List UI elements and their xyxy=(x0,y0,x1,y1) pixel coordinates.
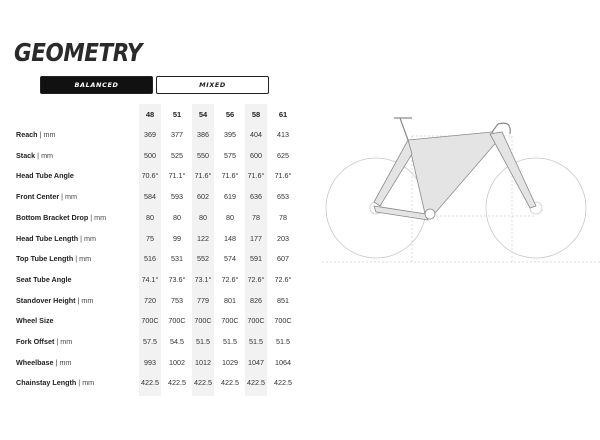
table-cell: 177 xyxy=(250,233,262,243)
table-cell: 73.6° xyxy=(168,274,186,284)
table-cell: 422.5 xyxy=(194,378,212,388)
table-cell: 591 xyxy=(250,254,262,264)
unit-separator: | xyxy=(76,378,83,388)
table-cell: 653 xyxy=(277,192,289,202)
table-cell: 700C xyxy=(194,316,212,326)
row-unit: mm xyxy=(94,212,107,222)
table-cell: 602 xyxy=(197,192,209,202)
unit-separator: | xyxy=(88,212,95,222)
tab-balanced[interactable]: BALANCED xyxy=(40,76,153,94)
table-cell: 531 xyxy=(171,254,183,264)
table-cell: 851 xyxy=(277,295,289,305)
unit-separator: | xyxy=(54,337,61,346)
table-cell: 600 xyxy=(250,150,262,160)
table-cell: 1012 xyxy=(195,357,211,367)
seatpost xyxy=(400,118,408,140)
row-label xyxy=(16,130,55,139)
table-cell: 700C xyxy=(221,316,239,326)
table-cell: 71.6° xyxy=(194,171,212,181)
row-label-text: Chainstay Length xyxy=(16,378,77,388)
table-cell: 593 xyxy=(171,192,183,202)
table-cell: 78 xyxy=(279,212,287,222)
row-unit: mm xyxy=(82,378,95,388)
table-cell: 422.5 xyxy=(221,378,239,388)
table-cell: 377 xyxy=(171,130,183,139)
table-cell: 54.5 xyxy=(170,337,184,346)
table-cell: 779 xyxy=(197,295,209,305)
size-header[interactable]: 56 xyxy=(225,110,235,119)
table-cell: 575 xyxy=(224,150,236,160)
table-cell: 801 xyxy=(224,295,236,305)
bike-geometry-diagram xyxy=(322,96,600,270)
table-cell: 1002 xyxy=(169,357,185,367)
table-cell: 516 xyxy=(144,254,156,264)
table-cell: 57.5 xyxy=(143,337,157,346)
table-cell: 369 xyxy=(144,130,156,139)
table-cell: 71.6° xyxy=(247,171,265,181)
table-cell: 1047 xyxy=(248,357,264,367)
table-cell: 99 xyxy=(173,233,181,243)
chain-stays xyxy=(374,206,428,220)
row-label xyxy=(16,358,71,367)
row-label xyxy=(16,296,93,305)
geometry-tabs xyxy=(40,76,269,94)
row-label-text: Reach xyxy=(16,130,38,139)
column-shade xyxy=(192,104,214,396)
front-wheel xyxy=(486,158,586,258)
table-cell: 72.6° xyxy=(221,274,239,284)
table-cell: 422.5 xyxy=(141,378,159,388)
row-label xyxy=(16,234,96,243)
row-label-text: Wheel Size xyxy=(16,316,54,326)
table-cell: 550 xyxy=(197,150,209,160)
unit-separator: | xyxy=(73,254,80,264)
table-cell: 51.5 xyxy=(276,337,290,346)
table-cell: 71.6° xyxy=(274,171,292,181)
unit-separator: | xyxy=(59,192,65,202)
table-cell: 72.6° xyxy=(274,274,292,284)
row-label-text: Fork Offset xyxy=(16,337,55,346)
table-cell: 386 xyxy=(197,130,209,139)
row-unit: mm xyxy=(60,337,73,346)
table-cell: 753 xyxy=(171,295,183,305)
column-shade xyxy=(245,104,267,396)
row-label xyxy=(16,213,106,222)
row-label-text: Standover Height xyxy=(16,295,76,305)
row-label-text: Head Tube Angle xyxy=(16,171,74,181)
table-cell: 552 xyxy=(197,254,209,264)
table-cell: 72.6° xyxy=(247,274,265,284)
row-label-text: Head Tube Length xyxy=(16,233,79,243)
row-unit: mm xyxy=(84,233,97,243)
table-cell: 700C xyxy=(168,316,186,326)
table-cell: 71.6° xyxy=(221,171,239,181)
row-label-text: Stack xyxy=(16,150,36,160)
table-cell: 584 xyxy=(144,192,156,202)
row-unit: mm xyxy=(79,254,92,264)
unit-separator: | xyxy=(37,130,44,139)
row-label-text: Seat Tube Angle xyxy=(16,274,72,284)
row-label xyxy=(16,378,94,387)
stem xyxy=(492,124,498,132)
table-cell: 80 xyxy=(173,212,181,222)
table-cell: 203 xyxy=(277,233,289,243)
row-unit: mm xyxy=(65,192,77,202)
row-label xyxy=(16,192,77,201)
unit-separator: | xyxy=(53,357,60,367)
page-title: GEOMETRY xyxy=(14,38,143,67)
fork xyxy=(490,132,536,208)
table-cell: 993 xyxy=(144,357,156,367)
table-cell: 74.1° xyxy=(141,274,159,284)
row-label xyxy=(16,254,91,263)
table-cell: 122 xyxy=(197,233,209,243)
table-cell: 80 xyxy=(226,212,234,222)
row-label-text: Wheelbase xyxy=(16,357,54,367)
table-cell: 148 xyxy=(224,233,236,243)
table-cell: 422.5 xyxy=(168,378,186,388)
table-cell: 700C xyxy=(247,316,265,326)
table-cell: 1064 xyxy=(275,357,291,367)
row-unit: mm xyxy=(41,150,54,160)
table-cell: 51.5 xyxy=(196,337,210,346)
size-header[interactable]: 48 xyxy=(145,110,155,119)
row-label xyxy=(16,151,53,160)
row-unit: mm xyxy=(81,295,94,305)
table-cell: 70.6° xyxy=(141,171,159,181)
table-cell: 80 xyxy=(199,212,207,222)
table-cell: 71.1° xyxy=(168,171,186,181)
table-cell: 574 xyxy=(224,254,236,264)
table-cell: 700C xyxy=(274,316,292,326)
tab-mixed[interactable]: MIXED xyxy=(156,76,269,94)
size-header[interactable]: 61 xyxy=(278,110,288,119)
unit-separator: | xyxy=(75,295,82,305)
table-cell: 619 xyxy=(224,192,236,202)
unit-separator: | xyxy=(35,150,42,160)
table-cell: 404 xyxy=(250,130,262,139)
table-cell: 51.5 xyxy=(249,337,263,346)
table-cell: 73.1° xyxy=(194,274,212,284)
row-label-text: Bottom Bracket Drop xyxy=(16,212,89,222)
table-cell: 500 xyxy=(144,150,156,160)
table-cell: 607 xyxy=(277,254,289,264)
size-header[interactable]: 51 xyxy=(172,110,182,119)
table-cell: 625 xyxy=(277,150,289,160)
table-cell: 1029 xyxy=(222,357,238,367)
row-label xyxy=(16,275,72,284)
unit-separator: | xyxy=(78,233,85,243)
table-cell: 720 xyxy=(144,295,156,305)
seat-stays xyxy=(374,140,412,206)
table-cell: 413 xyxy=(277,130,289,139)
table-cell: 80 xyxy=(146,212,154,222)
row-label xyxy=(16,337,72,346)
table-cell: 636 xyxy=(250,192,262,202)
table-cell: 422.5 xyxy=(247,378,265,388)
size-header[interactable]: 54 xyxy=(198,110,208,119)
table-cell: 826 xyxy=(250,295,262,305)
table-cell: 422.5 xyxy=(274,378,292,388)
row-unit: mm xyxy=(59,357,72,367)
table-cell: 700C xyxy=(141,316,159,326)
row-label-text: Top Tube Length xyxy=(16,254,74,264)
size-header[interactable]: 58 xyxy=(251,110,261,119)
row-unit: mm xyxy=(43,130,56,139)
table-cell: 525 xyxy=(171,150,183,160)
row-label xyxy=(16,316,54,325)
table-cell: 78 xyxy=(252,212,260,222)
column-shade xyxy=(139,104,161,396)
table-cell: 75 xyxy=(146,233,154,243)
table-cell: 395 xyxy=(224,130,236,139)
bottom-bracket xyxy=(425,209,435,219)
row-label-text: Front Center xyxy=(16,192,60,202)
table-cell: 51.5 xyxy=(223,337,237,346)
row-label xyxy=(16,171,74,180)
